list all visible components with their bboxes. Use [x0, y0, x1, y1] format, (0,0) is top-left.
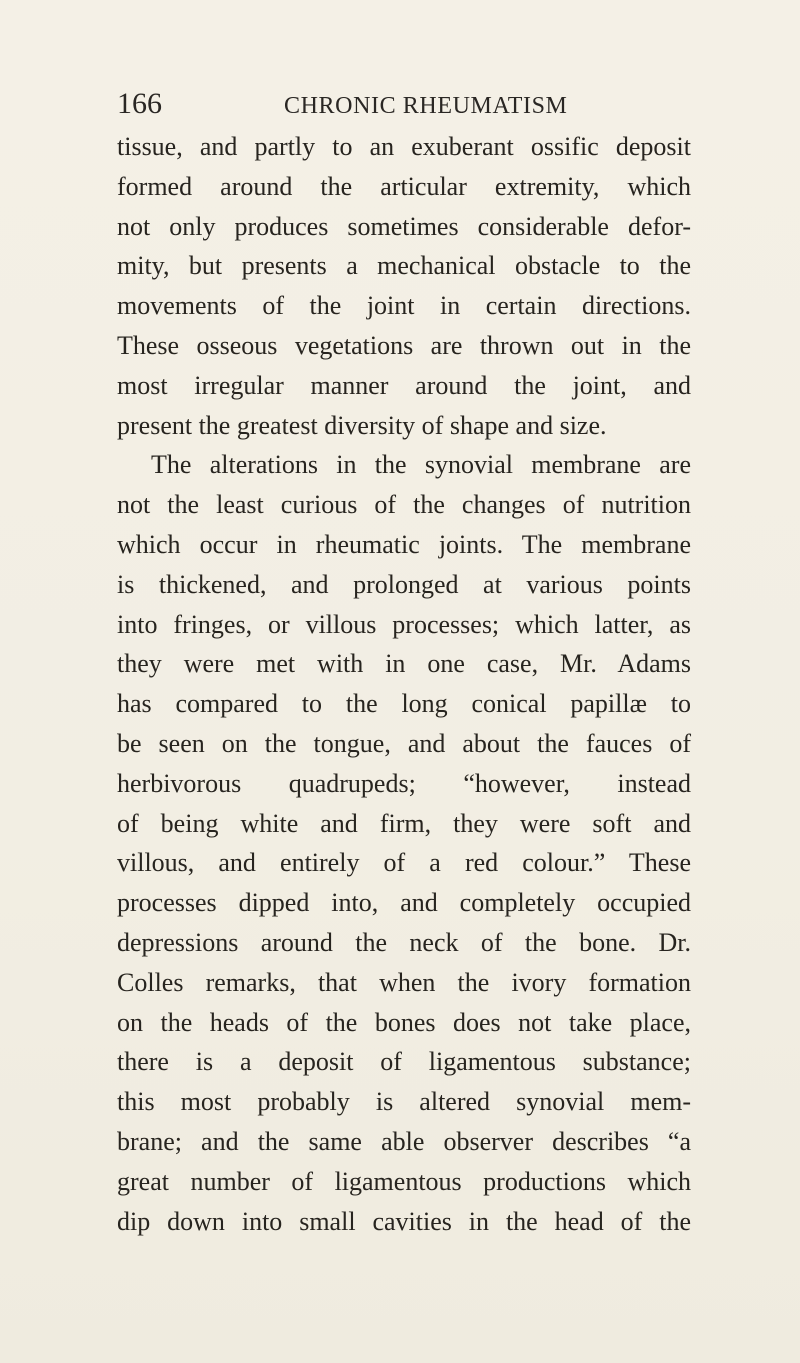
text-line: Colles remarks, that when the ivory formation	[117, 967, 691, 997]
text-line: this most probably is altered synovial mem-	[117, 1087, 691, 1117]
text-line: has compared to the long conical papillæ to	[117, 689, 691, 719]
text-line: be seen on the tongue, and about the fauces of	[117, 728, 691, 758]
text-line: which occur in rheumatic joints. The membrane	[117, 529, 691, 559]
text-line: movements of the joint in certain directions.	[117, 291, 691, 321]
text-line: These osseous vegetations are thrown out in the	[117, 330, 691, 360]
page-number: 166	[117, 87, 162, 120]
text-line: villous, and entirely of a red colour.” These	[117, 848, 691, 878]
text-line: formed around the articular extremity, which	[117, 171, 691, 201]
text-line: processes dipped into, and completely occupied	[117, 888, 691, 918]
text-line: they were met with in one case, Mr. Adams	[117, 649, 691, 679]
text-line: into fringes, or villous processes; which latter, as	[117, 609, 691, 639]
text-line: is thickened, and prolonged at various points	[117, 569, 691, 599]
text-line: of being white and firm, they were soft and	[117, 808, 691, 838]
page-header	[117, 84, 683, 124]
text-line: depressions around the neck of the bone. Dr.	[117, 927, 691, 957]
text-line: most irregular manner around the joint, and	[117, 370, 691, 400]
text-line: brane; and the same able observer describes “a	[117, 1126, 691, 1156]
text-line: there is a deposit of ligamentous substance;	[117, 1047, 691, 1077]
text-line: The alterations in the synovial membrane are	[151, 450, 691, 480]
body-text	[117, 127, 691, 1241]
text-line: not the least curious of the changes of nutrition	[117, 490, 691, 520]
text-line: dip down into small cavities in the head of the	[117, 1206, 691, 1236]
text-line: great number of ligamentous productions which	[117, 1166, 691, 1196]
text-line: mity, but presents a mechanical obstacle to the	[117, 251, 691, 281]
text-line: not only produces sometimes considerable defor-	[117, 211, 691, 241]
text-line: herbivorous quadrupeds; “however, instead	[117, 768, 691, 798]
text-line: present the greatest diversity of shape and size.	[117, 410, 607, 440]
text-line: tissue, and partly to an exuberant ossific deposit	[117, 132, 691, 161]
running-head: CHRONIC RHEUMATISM	[284, 93, 568, 119]
text-line: on the heads of the bones does not take place,	[117, 1007, 691, 1037]
